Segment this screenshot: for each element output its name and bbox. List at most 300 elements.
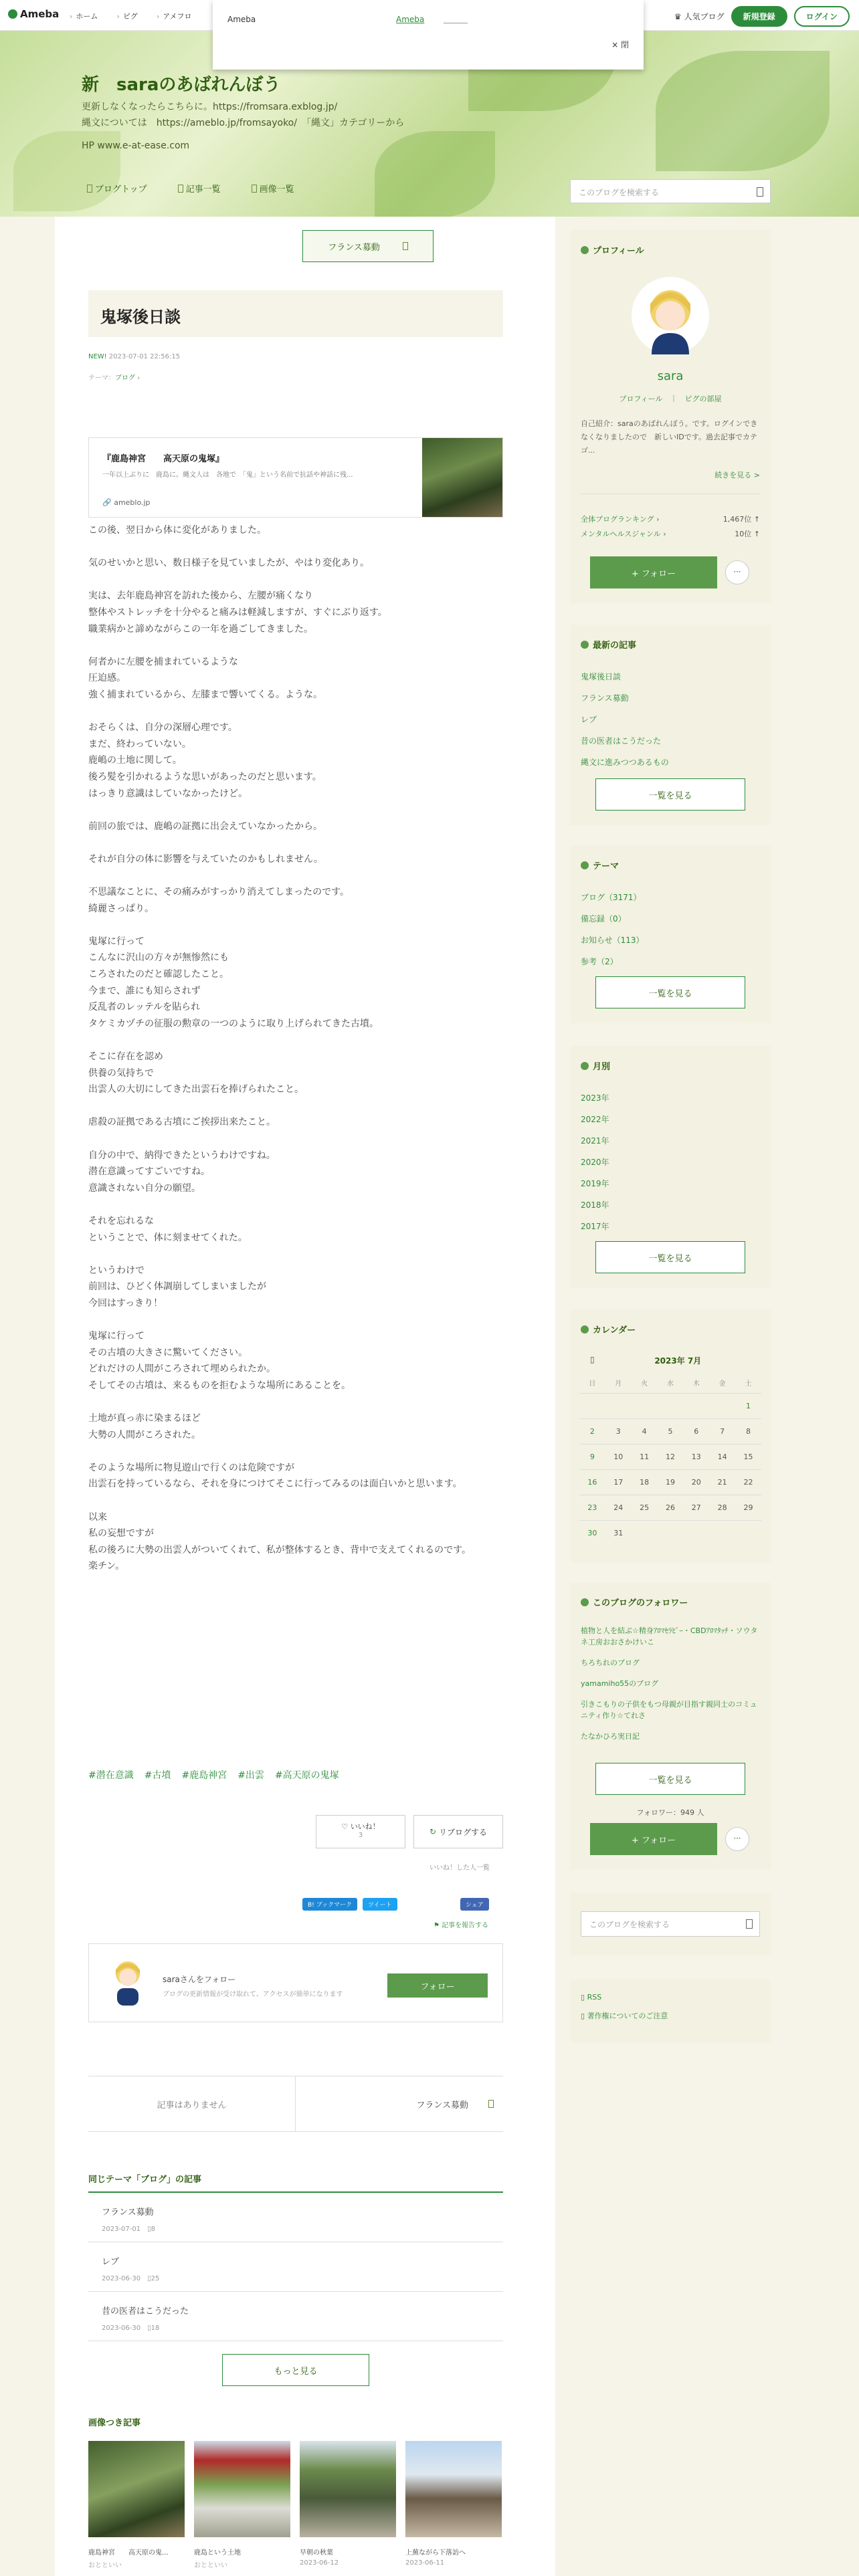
list-item[interactable] <box>88 2193 503 2242</box>
monthly-list-button[interactable]: 一覧を見る <box>595 1241 745 1273</box>
facebook-share-button[interactable]: シェア <box>460 1898 489 1911</box>
widget-heading <box>581 1323 636 1335</box>
header-leaf-decoration <box>656 51 830 171</box>
article-theme: テーマ：ブログ › <box>88 374 140 382</box>
sidebar-follow-button[interactable]: + フォロー <box>590 1823 717 1855</box>
recent-entry-link[interactable]: 鬼塚後日談 <box>581 672 622 681</box>
image-entry[interactable] <box>194 2441 290 2569</box>
calendar-day[interactable]: 10 <box>613 1452 624 1461</box>
calendar-day[interactable]: 1 <box>746 1401 751 1410</box>
followers-list-button[interactable]: 一覧を見る <box>595 1763 745 1795</box>
sidebar-follow-button[interactable]: + フォロー <box>590 556 717 588</box>
calendar-day <box>658 1393 684 1418</box>
body-line: そこに存在を認め <box>88 1051 163 1062</box>
popup-title: Ameba <box>227 15 256 24</box>
chevron-left-icon[interactable]: ▯ <box>590 1355 595 1364</box>
like-button[interactable] <box>316 1815 405 1848</box>
entry-title: 早朝の秋葉 <box>300 2549 333 2557</box>
entry-thumbnail <box>88 2441 185 2537</box>
body-line: 圧迫感。 <box>88 673 126 684</box>
weekday-label: 木 <box>692 1380 700 1388</box>
calendar-month <box>579 1355 761 1366</box>
leaf-icon <box>581 861 589 869</box>
blog-nav <box>87 182 294 195</box>
body-line: 今まで、誰にも知らされず <box>88 985 201 996</box>
body-line: 出雲人の大切にしてきた出雲石を捧げられたこと。 <box>88 1084 304 1095</box>
link-card[interactable] <box>88 437 503 518</box>
calendar-day[interactable]: 28 <box>717 1503 727 1512</box>
calendar-day <box>683 1393 709 1418</box>
item-date: 2023-06-30 <box>102 2325 141 2332</box>
weekday-label: 火 <box>641 1380 648 1388</box>
body-line: まだ、終わっていない。 <box>88 738 191 750</box>
nav-home[interactable]: › ホーム <box>70 11 98 21</box>
blog-hp: HP www.e-at-ease.com <box>82 140 190 151</box>
calendar-day[interactable]: 3 <box>615 1426 621 1436</box>
body-line: 土地が真っ赤に染まるほど <box>88 1413 201 1424</box>
like-count: 3 <box>358 1832 363 1839</box>
body-line: 潜在意識ってすごいですね。 <box>88 1166 210 1178</box>
calendar-day[interactable]: 8 <box>746 1426 751 1436</box>
rank-label[interactable]: 全体ブログランキング › <box>581 515 660 524</box>
body-line: それが自分の体に影響を与えていたのかもしれません。 <box>88 853 323 865</box>
calendar-day <box>683 1520 709 1545</box>
entry-date: おとといい <box>194 2562 227 2569</box>
sidebar-search-widget <box>570 1893 771 1955</box>
calendar-day[interactable]: 24 <box>613 1503 624 1512</box>
body-line <box>88 572 503 588</box>
report-link[interactable] <box>434 1919 488 1929</box>
body-line: こんなに沢山の方々が無惨然にも <box>88 952 229 964</box>
calendar-day[interactable]: 13 <box>691 1452 701 1461</box>
body-line <box>88 637 503 654</box>
weekday-label: 月 <box>615 1380 622 1388</box>
link-card-title: 『鹿島神宮 高天原の鬼塚』 <box>102 454 225 464</box>
entry-thumbnail <box>300 2441 396 2537</box>
widget-title: 月別 <box>593 1062 611 1072</box>
calendar-widget <box>570 1309 771 1562</box>
widget-title: このブログのフォロワー <box>593 1598 688 1608</box>
body-line: 大勢の人間がころされた。 <box>88 1429 201 1440</box>
comment-icon: ▯ <box>147 2275 151 2282</box>
rank-label[interactable]: メンタルヘルスジャンル › <box>581 530 666 538</box>
leaf-icon <box>581 246 589 254</box>
follow-name: saraさんをフォロー <box>163 1975 236 1984</box>
item-date: 2023-07-01 <box>102 2226 141 2233</box>
calendar-day[interactable]: 17 <box>613 1477 624 1487</box>
search-icon[interactable] <box>757 187 763 197</box>
body-line: 私の後ろに大勢の出雲人がついてくれて、私が整体するとき、背中で支えてくれるのです。 <box>88 1544 472 1555</box>
body-line: 意識されない自分の願望。 <box>88 1182 201 1194</box>
body-line: 反乱者のレッテルを貼られ <box>88 1002 201 1013</box>
new-badge: NEW! <box>88 353 107 360</box>
body-line: 整体やストレッチを十分やると痛みは軽減しますが、すぐにぶり返す。 <box>88 607 387 618</box>
body-line: 供養の気持ちで <box>88 1067 154 1079</box>
calendar-day[interactable]: 15 <box>743 1452 753 1461</box>
rank-value: 1,467位 ↑ <box>723 515 760 524</box>
month-link[interactable]: 2018年 <box>581 1200 609 1210</box>
hatena-bookmark-button[interactable]: B! ブックマーク <box>302 1898 357 1911</box>
follower-count: フォロワー：949 人 <box>636 1808 704 1817</box>
follower-link[interactable]: yamamiho55のブログ <box>581 1679 659 1688</box>
body-line: 前回は、ひどく体調崩してしまいましたが <box>88 1281 266 1293</box>
calendar-day[interactable]: 22 <box>743 1477 753 1487</box>
comment-icon: ▯ <box>147 2226 151 2233</box>
calendar-day[interactable]: 12 <box>665 1452 675 1461</box>
weekday-label: 土 <box>745 1380 752 1388</box>
ameba-popup <box>213 0 644 70</box>
next-entry-button[interactable] <box>302 230 434 262</box>
recent-entry-link[interactable]: 昔の医者はこうだった <box>581 736 662 746</box>
profile-more-link[interactable]: 続きを見る > <box>714 471 760 479</box>
body-line: ということで、体に刻ませてくれた。 <box>88 1232 248 1243</box>
widget-title: テーマ <box>593 861 619 871</box>
reblog-button[interactable] <box>413 1815 503 1848</box>
next-entry-link[interactable] <box>296 2076 503 2131</box>
profile-name[interactable]: sara <box>657 369 684 383</box>
image-icon <box>252 185 257 193</box>
date-text: 2023-07-01 22:56:15 <box>108 353 181 360</box>
copyright-label: 著作権についてのご注意 <box>587 2012 668 2020</box>
body-line <box>88 802 503 819</box>
article-body <box>88 522 503 1575</box>
doc-icon: ▯ <box>581 2012 585 2020</box>
body-line <box>88 1131 503 1148</box>
profile-links[interactable]: プロフィール ｜ ピグの部屋 <box>619 395 722 403</box>
entry-title: 鹿島という土地 <box>194 2549 241 2557</box>
body-line: タケミカヅチの征服の勲章の一つのように取り上げられてきた古墳。 <box>88 1018 379 1029</box>
share-buttons <box>302 1898 397 1911</box>
calendar-day <box>735 1520 761 1545</box>
body-line <box>88 1032 503 1049</box>
recent-list-button[interactable]: 一覧を見る <box>595 778 745 811</box>
search-placeholder: このブログを検索する <box>579 188 660 197</box>
followers-widget <box>570 1582 771 1870</box>
calendar-day[interactable]: 5 <box>668 1426 673 1436</box>
calendar-day[interactable]: 26 <box>665 1503 675 1512</box>
article-column <box>55 217 555 2576</box>
month-link[interactable]: 2023年 <box>581 1093 609 1103</box>
calendar-day <box>709 1520 735 1545</box>
calendar-day[interactable]: 6 <box>694 1426 699 1436</box>
more-options-icon[interactable]: ··· <box>725 560 749 584</box>
follow-button[interactable]: フォロー <box>387 1973 488 1998</box>
recent-entries-widget <box>570 625 771 825</box>
body-line: 鬼塚に行って <box>88 1331 145 1342</box>
calendar-day[interactable]: 19 <box>665 1477 675 1487</box>
body-line: その古墳の大きさに驚いてください。 <box>88 1347 248 1358</box>
calendar-day[interactable]: 20 <box>691 1477 701 1487</box>
follow-card <box>88 1943 503 2022</box>
reblog-label: リブログする <box>439 1827 488 1837</box>
month-link[interactable]: 2021年 <box>581 1136 609 1146</box>
widget-heading <box>581 859 619 871</box>
item-title: フランス募動 <box>102 2208 154 2218</box>
prev-entry: 記事はありません <box>88 2076 296 2131</box>
weekday-label: 金 <box>719 1380 726 1388</box>
body-line: 私の妄想ですが <box>88 1528 154 1539</box>
calendar-day[interactable]: 21 <box>717 1477 727 1487</box>
list-item[interactable] <box>88 2242 503 2292</box>
calendar-day[interactable]: 7 <box>720 1426 725 1436</box>
calendar-grid <box>579 1373 761 1545</box>
entry-title: 鹿島神宮 高天原の鬼... <box>88 2549 169 2557</box>
item-title: レブ <box>102 2257 120 2267</box>
recent-entry-link[interactable]: フランス募動 <box>581 693 629 703</box>
nav-label: 画像一覧 <box>259 185 294 195</box>
recent-entry-link[interactable]: レブ <box>581 715 597 724</box>
hashtag-list <box>88 1768 339 1782</box>
body-line: 不思議なことに、その痛みがすっかり消えてしまったのです。 <box>88 887 350 898</box>
like-users-link[interactable]: いいね！した人一覧 <box>430 1864 490 1872</box>
body-line: 以来 <box>88 1511 107 1523</box>
link-card-source <box>102 498 151 507</box>
body-line: この後、翌日から体に変化がありました。 <box>88 525 266 536</box>
nav-pigg[interactable]: › ピグ <box>116 11 137 21</box>
body-line <box>88 917 503 934</box>
body-line <box>88 1493 503 1509</box>
body-line: ころされたのだと確認したこと。 <box>88 969 229 980</box>
entry-date: 2023-06-11 <box>405 2559 445 2567</box>
body-line: 前回の旅では、鹿嶋の証拠に出会えていなかったから。 <box>88 821 322 832</box>
body-line: 気のせいかと思い、数日様子を見ていましたが、やはり変化あり。 <box>88 558 369 569</box>
body-line: 出雲石を持っているなら、それを身につけてそこに行ってみるのは面白いかと思います。 <box>88 1479 462 1490</box>
body-line: そのような場所に物見遊山で行くのは危険ですが <box>88 1462 294 1473</box>
theme-link[interactable]: 参考（2） <box>581 957 618 966</box>
nav-label: ブログトップ <box>95 185 147 195</box>
month-link[interactable]: 2019年 <box>581 1179 609 1188</box>
follower-link[interactable]: たなかひろ実日記 <box>581 1732 640 1741</box>
chevron-right-icon <box>488 2100 494 2108</box>
link-card-desc: 一年以上ぶりに 鹿島に。縄文人は 各地で 「鬼」という名前で抗話や神話に残... <box>102 471 353 479</box>
search-placeholder: このブログを検索する <box>589 1920 670 1929</box>
ameba-logo[interactable] <box>8 8 59 20</box>
theme-link[interactable]: 備忘録（0） <box>581 914 626 924</box>
popular-blog-link[interactable] <box>674 11 725 22</box>
calendar-day[interactable]: 30 <box>587 1528 597 1537</box>
link-card-thumbnail <box>422 438 502 517</box>
calendar-day[interactable]: 2 <box>589 1426 595 1436</box>
nav-amefuro[interactable]: › アメフロ <box>157 11 192 21</box>
followers-list <box>581 1625 760 1742</box>
rss-icon: ▯ <box>581 1993 585 2002</box>
calendar-day[interactable]: 27 <box>691 1503 701 1512</box>
follower-link[interactable]: 引きこもりの子供をもつ母親が目指す親同士のコミュニティ作り☆てれさ <box>581 1700 757 1720</box>
month-link[interactable]: 2017年 <box>581 1222 609 1231</box>
more-options-icon[interactable]: ··· <box>725 1827 749 1851</box>
rank-value: 10位 ↑ <box>735 530 760 538</box>
hashtag[interactable]: #高天原の鬼塚 <box>274 1770 339 1781</box>
follower-link[interactable]: ちろちれのブログ <box>581 1658 640 1667</box>
image-entry[interactable] <box>300 2441 396 2569</box>
chevron-right-icon <box>403 242 408 250</box>
rss-widget <box>570 1979 771 2042</box>
source-text: ameblo.jp <box>114 498 151 507</box>
body-line: 綺麗さっぱり。 <box>88 903 154 914</box>
calendar-day[interactable]: 16 <box>587 1477 597 1487</box>
calendar-day <box>632 1520 658 1545</box>
like-label: いいね！ <box>350 1822 380 1831</box>
body-line: 鹿嶋の土地に関して。 <box>88 755 182 766</box>
body-line: 今回はすっきり！ <box>88 1297 163 1309</box>
next-entry-title: フランス募動 <box>416 2100 468 2111</box>
follow-desc: ブログの更新情報が受け取れて、アクセスが簡単になります <box>163 1991 343 1998</box>
theme-widget <box>570 845 771 1023</box>
monthly-list <box>581 1087 609 1237</box>
theme-link[interactable]: お知らせ（113） <box>581 936 644 945</box>
nav-entry-list[interactable] <box>178 182 221 195</box>
month-label: 2023年 7月 <box>654 1356 702 1366</box>
theme-link[interactable]: ブログ <box>115 374 135 382</box>
body-line: 何者かに左腰を捕まれているような <box>88 656 238 667</box>
sidebar-search-input[interactable] <box>581 1911 760 1937</box>
body-line <box>88 1394 503 1410</box>
same-theme-heading: 同じテーマ「ブログ」の記事 <box>88 2172 503 2193</box>
theme-label: テーマ： <box>88 374 115 382</box>
hashtag[interactable]: #鹿島神宮 <box>181 1770 227 1781</box>
calendar-day <box>658 1520 684 1545</box>
profile-avatar[interactable] <box>632 277 709 354</box>
register-button[interactable]: 新規登録 <box>731 6 787 27</box>
item-date: 2023-06-30 <box>102 2275 141 2282</box>
calendar-day[interactable]: 23 <box>587 1503 597 1512</box>
calendar-day <box>579 1393 605 1418</box>
theme-list-button[interactable]: 一覧を見る <box>595 976 745 1008</box>
calendar-day[interactable]: 11 <box>640 1452 650 1461</box>
image-entry[interactable] <box>405 2441 502 2569</box>
theme-link[interactable]: ブログ（3171） <box>581 893 642 902</box>
popup-link[interactable]: Ameba <box>396 15 425 24</box>
body-line: おそらくは、自分の深層心理です。 <box>88 722 237 734</box>
entry-title: 上蕪ながら下落訪へ <box>405 2549 466 2557</box>
hashtag[interactable]: #出雲 <box>237 1770 264 1781</box>
more-button[interactable]: もっと見る <box>222 2354 369 2386</box>
prev-next-nav <box>88 2076 503 2132</box>
widget-heading <box>581 1596 688 1608</box>
body-line <box>88 1443 503 1460</box>
rss-label: RSS <box>587 1993 602 2002</box>
copyright-link[interactable] <box>581 2010 668 2021</box>
login-button[interactable]: ログイン <box>794 6 850 27</box>
weekday-label: 水 <box>666 1380 674 1388</box>
link-icon: 🔗 <box>102 498 112 507</box>
calendar-day[interactable]: 18 <box>640 1477 650 1487</box>
article-title[interactable]: 鬼塚後日談 <box>88 290 503 337</box>
image-entry[interactable] <box>88 2441 185 2569</box>
widget-title: カレンダー <box>593 1325 636 1335</box>
entry-date: 2023-06-12 <box>300 2559 339 2567</box>
calendar-day[interactable]: 25 <box>640 1503 650 1512</box>
hashtag[interactable]: #古墳 <box>144 1770 171 1781</box>
calendar-day[interactable]: 9 <box>589 1452 595 1461</box>
ameba-logo-icon <box>8 9 17 19</box>
body-line: 自分の中で、納得できたというわけですね。 <box>88 1150 276 1161</box>
leaf-icon <box>581 1598 589 1606</box>
item-title: 昔の医者はこうだった <box>102 2306 189 2317</box>
recent-list <box>581 666 669 773</box>
header-search-input[interactable] <box>570 179 771 203</box>
body-line <box>88 704 503 720</box>
list-icon <box>178 185 183 193</box>
popup-close-button[interactable]: × 閉 <box>611 40 629 49</box>
body-line: 楽チン。 <box>88 1561 125 1572</box>
follower-link[interactable]: 植物と人を結ぶ☆精身ｱﾛﾏｾﾗﾋﾟｰ・CBDｱﾛﾏﾀｯﾁ・ソウタネ工房おおさかけいこ <box>581 1626 758 1646</box>
entry-date: おとといい <box>88 2562 122 2569</box>
widget-heading <box>581 1059 610 1072</box>
month-link[interactable]: 2022年 <box>581 1115 609 1124</box>
body-line <box>88 867 503 884</box>
blog-title[interactable]: 新 saraのあばれんぼう <box>82 75 281 95</box>
calendar-day[interactable]: 29 <box>743 1503 753 1512</box>
entry-thumbnail <box>405 2441 502 2537</box>
body-line: 実は、去年鹿島神宮を訪れた後から、左腰が痛くなり <box>88 591 313 602</box>
weekday-label: 日 <box>589 1380 596 1388</box>
item-meta <box>102 2223 490 2233</box>
header-actions <box>674 6 850 27</box>
calendar-day[interactable]: 31 <box>613 1528 624 1537</box>
list-item[interactable] <box>88 2292 503 2341</box>
report-label: 記事を報告する <box>442 1922 489 1929</box>
widget-heading <box>581 638 636 651</box>
body-line: 強く捕まれているから、左膝まで響いてくる。ような。 <box>88 689 322 700</box>
reblog-icon: ↻ <box>429 1827 437 1836</box>
calendar-day <box>709 1393 735 1418</box>
body-line <box>88 539 503 556</box>
month-link[interactable]: 2020年 <box>581 1158 609 1167</box>
body-line <box>88 835 503 851</box>
comment-icon: ▯ <box>147 2325 151 2332</box>
entry-thumbnail <box>194 2441 290 2537</box>
calendar-day[interactable]: 4 <box>642 1426 647 1436</box>
next-entry-label: フランス募動 <box>328 242 380 253</box>
calendar-day[interactable]: 14 <box>717 1452 727 1461</box>
nav-blog-top[interactable] <box>87 182 147 195</box>
blog-desc-line: 縄文については https://ameblo.jp/fromsayoko/ 「縄文」カテゴリーから <box>82 118 405 128</box>
recent-entry-link[interactable]: 縄文に進みつつあるもの <box>581 758 669 767</box>
tweet-button[interactable]: ツイート <box>363 1898 397 1911</box>
widget-heading <box>581 243 644 256</box>
popular-label: 人気ブログ <box>684 12 725 21</box>
body-line: そしてその古墳は、来るものを拒むような場所にあることを。 <box>88 1380 351 1391</box>
image-entries-heading: 画像つき記事 <box>88 2418 141 2428</box>
item-count: 18 <box>151 2325 160 2332</box>
leaf-icon <box>581 1325 589 1333</box>
rss-link[interactable] <box>581 1993 601 2002</box>
calendar-day <box>605 1393 632 1418</box>
crown-icon: ♛ <box>674 11 682 21</box>
body-line: 鬼塚に行って <box>88 936 145 947</box>
blog-description <box>82 99 404 131</box>
monthly-widget <box>570 1046 771 1288</box>
body-line: どれだけの人間がころされて埋められたか。 <box>88 1364 276 1375</box>
calendar-day <box>632 1393 658 1418</box>
hashtag[interactable]: #潜在意識 <box>88 1770 134 1781</box>
body-line <box>88 1098 503 1115</box>
body-line <box>88 1196 503 1213</box>
item-meta <box>102 2272 490 2282</box>
article-date <box>88 353 180 360</box>
logo-text: Ameba <box>20 8 60 20</box>
leaf-icon <box>581 1062 589 1070</box>
widget-title: プロフィール <box>593 246 644 256</box>
same-theme-list <box>88 2172 503 2341</box>
nav-image-list[interactable] <box>252 182 294 195</box>
image-entries <box>88 2441 502 2569</box>
search-icon[interactable] <box>746 1919 753 1929</box>
body-line: 職業病かと諦めながらこの一年を過ごしてきました。 <box>88 623 313 635</box>
body-line: 虐殺の証拠である古墳にご挨拶出来たこと。 <box>88 1117 276 1128</box>
item-count: 8 <box>151 2226 156 2233</box>
